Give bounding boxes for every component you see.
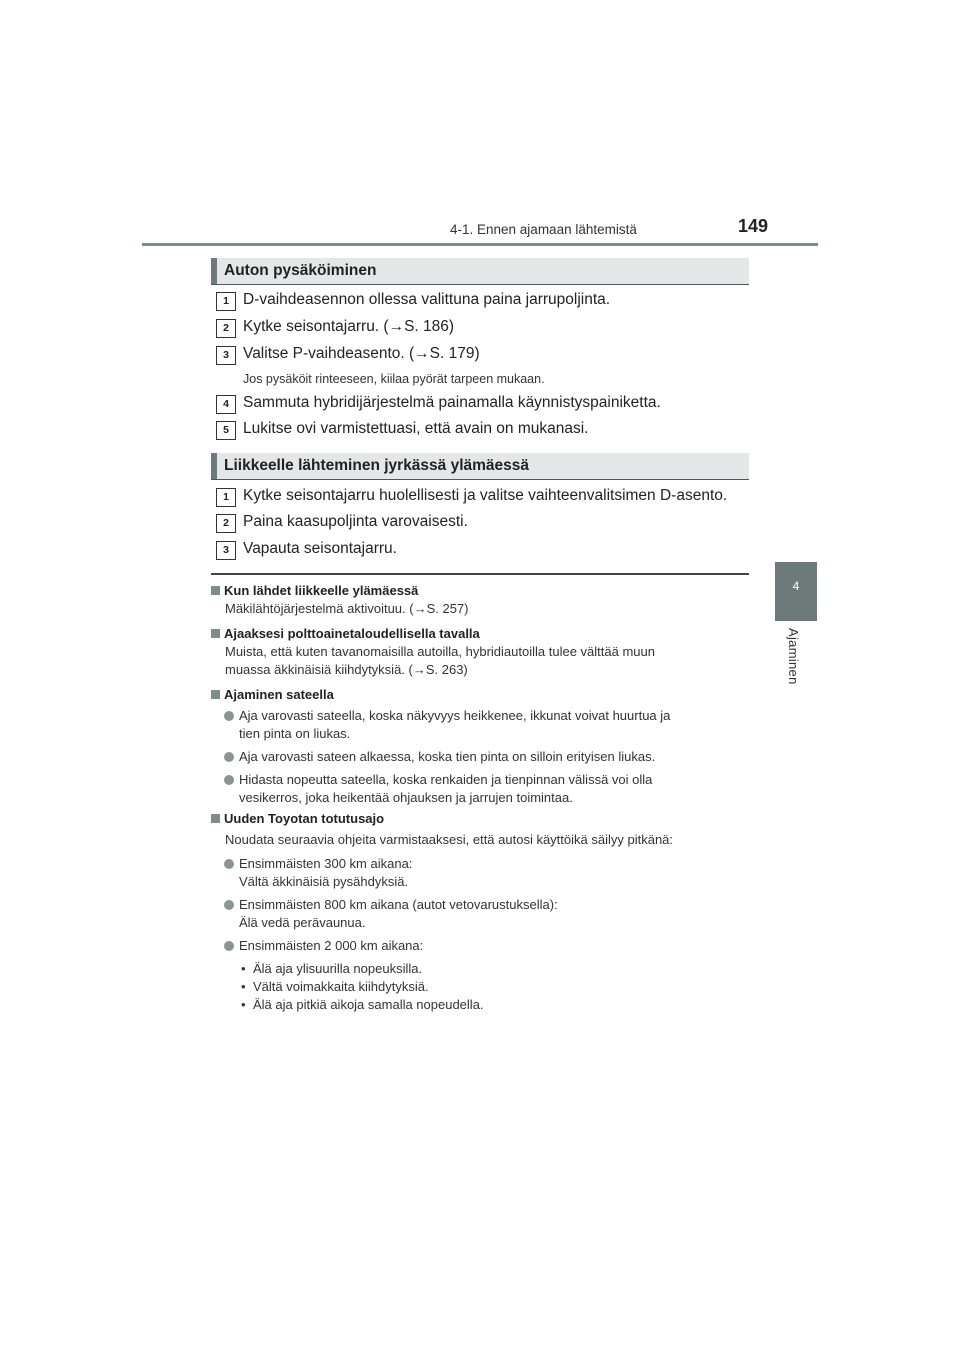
step-text: Kytke seisontajarru huolellisesti ja valitse vaihteenvalitsimen D-asento. xyxy=(243,487,728,504)
section-divider xyxy=(211,573,749,575)
step-number: 3 xyxy=(216,541,236,560)
square-bullet-icon xyxy=(211,586,220,595)
sub-list xyxy=(211,960,749,1014)
square-bullet-icon xyxy=(211,814,220,823)
section-title: Auton pysäköiminen xyxy=(224,262,377,279)
list-item: Aja varovasti sateella, koska näkyvyys heikkenee, ikkunat voivat huurtua ja tien pinta on liukas. xyxy=(211,707,749,743)
square-bullet-icon xyxy=(211,629,220,638)
page-number: 149 xyxy=(738,216,769,236)
list-item: Aja varovasti sateen alkaessa, koska tien pinta on silloin erityisen liukas. xyxy=(211,748,749,766)
info-text-line: muassa äkkinäisiä kiihdytyksiä. (→S. 263) xyxy=(225,662,468,677)
info-heading: Uuden Toyotan totutusajo xyxy=(211,810,749,828)
round-bullet-icon xyxy=(224,941,234,951)
list-item: Hidasta nopeutta sateella, koska renkaiden ja tienpinnan välissä voi olla vesikerros, joka heikentää ohjauksen ja jarrujen toimintaa. xyxy=(211,771,749,807)
round-bullet-icon xyxy=(224,711,234,721)
sub-list-item: • Älä aja ylisuurilla nopeuksilla. xyxy=(241,961,423,976)
step-text: Kytke seisontajarru. (→S. 186) xyxy=(243,318,455,335)
info-heading: Kun lähdet liikkeelle ylämäessä xyxy=(211,582,749,600)
step-text: Vapauta seisontajarru. xyxy=(243,540,397,557)
info-rain xyxy=(211,686,749,807)
running-head: 4-1. Ennen ajamaan lähtemistä xyxy=(450,222,637,237)
step-number: 5 xyxy=(216,421,236,440)
step-number: 2 xyxy=(216,514,236,533)
step-text: Paina kaasupoljinta varovaisesti. xyxy=(243,513,468,530)
sub-list-item: • Vältä voimakkaita kiihdytyksiä. xyxy=(241,979,429,994)
chapter-label: Ajaminen xyxy=(786,628,801,685)
step-number: 1 xyxy=(216,488,236,507)
step-note: Jos pysäköit rinteeseen, kiilaa pyörät tarpeen mukaan. xyxy=(243,372,545,386)
info-heading: Ajaminen sateella xyxy=(211,686,749,704)
step-text: D-vaihdeasennon ollessa valittuna paina jarrupoljinta. xyxy=(243,291,611,308)
info-economy xyxy=(211,625,749,679)
step-text: Sammuta hybridijärjestelmä painamalla käynnistyspainiketta. xyxy=(243,394,661,411)
chapter-number: 4 xyxy=(792,579,800,593)
list-item: Ensimmäisten 2 000 km aikana: xyxy=(211,937,749,955)
round-bullet-icon xyxy=(224,775,234,785)
info-text-line: Muista, että kuten tavanomaisilla autoilla, hybridiautoilla tulee välttää muun xyxy=(225,644,655,659)
square-bullet-icon xyxy=(211,690,220,699)
sub-list-item: • Älä aja pitkiä aikoja samalla nopeudella. xyxy=(241,997,484,1012)
section-heading-hill-start xyxy=(211,453,749,480)
info-text: Mäkilähtöjärjestelmä aktivoituu. (→S. 257) xyxy=(225,601,469,616)
list-item: Ensimmäisten 800 km aikana (autot vetovarustuksella): Älä vedä perävaunua. xyxy=(211,896,749,932)
section-title: Liikkeelle lähteminen jyrkässä ylämäessä xyxy=(224,457,530,474)
header-rule xyxy=(142,243,818,246)
step-text: Valitse P-vaihdeasento. (→S. 179) xyxy=(243,345,480,362)
round-bullet-icon xyxy=(224,900,234,910)
step-number: 3 xyxy=(216,346,236,365)
step-number: 4 xyxy=(216,395,236,414)
step-number: 1 xyxy=(216,292,236,311)
step-text: Lukitse ovi varmistettuasi, että avain on mukanasi. xyxy=(243,420,589,437)
list-item: Ensimmäisten 300 km aikana: Vältä äkkinäisiä pysähdyksiä. xyxy=(211,855,749,891)
step-number: 2 xyxy=(216,319,236,338)
info-break-in xyxy=(211,810,749,1014)
info-heading: Ajaaksesi polttoainetaloudellisella tavalla xyxy=(211,625,749,643)
chapter-tab[interactable] xyxy=(775,562,817,621)
round-bullet-icon xyxy=(224,752,234,762)
section-heading-parking xyxy=(211,258,749,285)
heading-bar xyxy=(211,258,217,284)
round-bullet-icon xyxy=(224,859,234,869)
info-hill-start xyxy=(211,582,749,618)
info-text: Noudata seuraavia ohjeita varmistaaksesi, että autosi käyttöikä säilyy pitkänä: xyxy=(225,832,674,847)
heading-bar xyxy=(211,453,217,479)
